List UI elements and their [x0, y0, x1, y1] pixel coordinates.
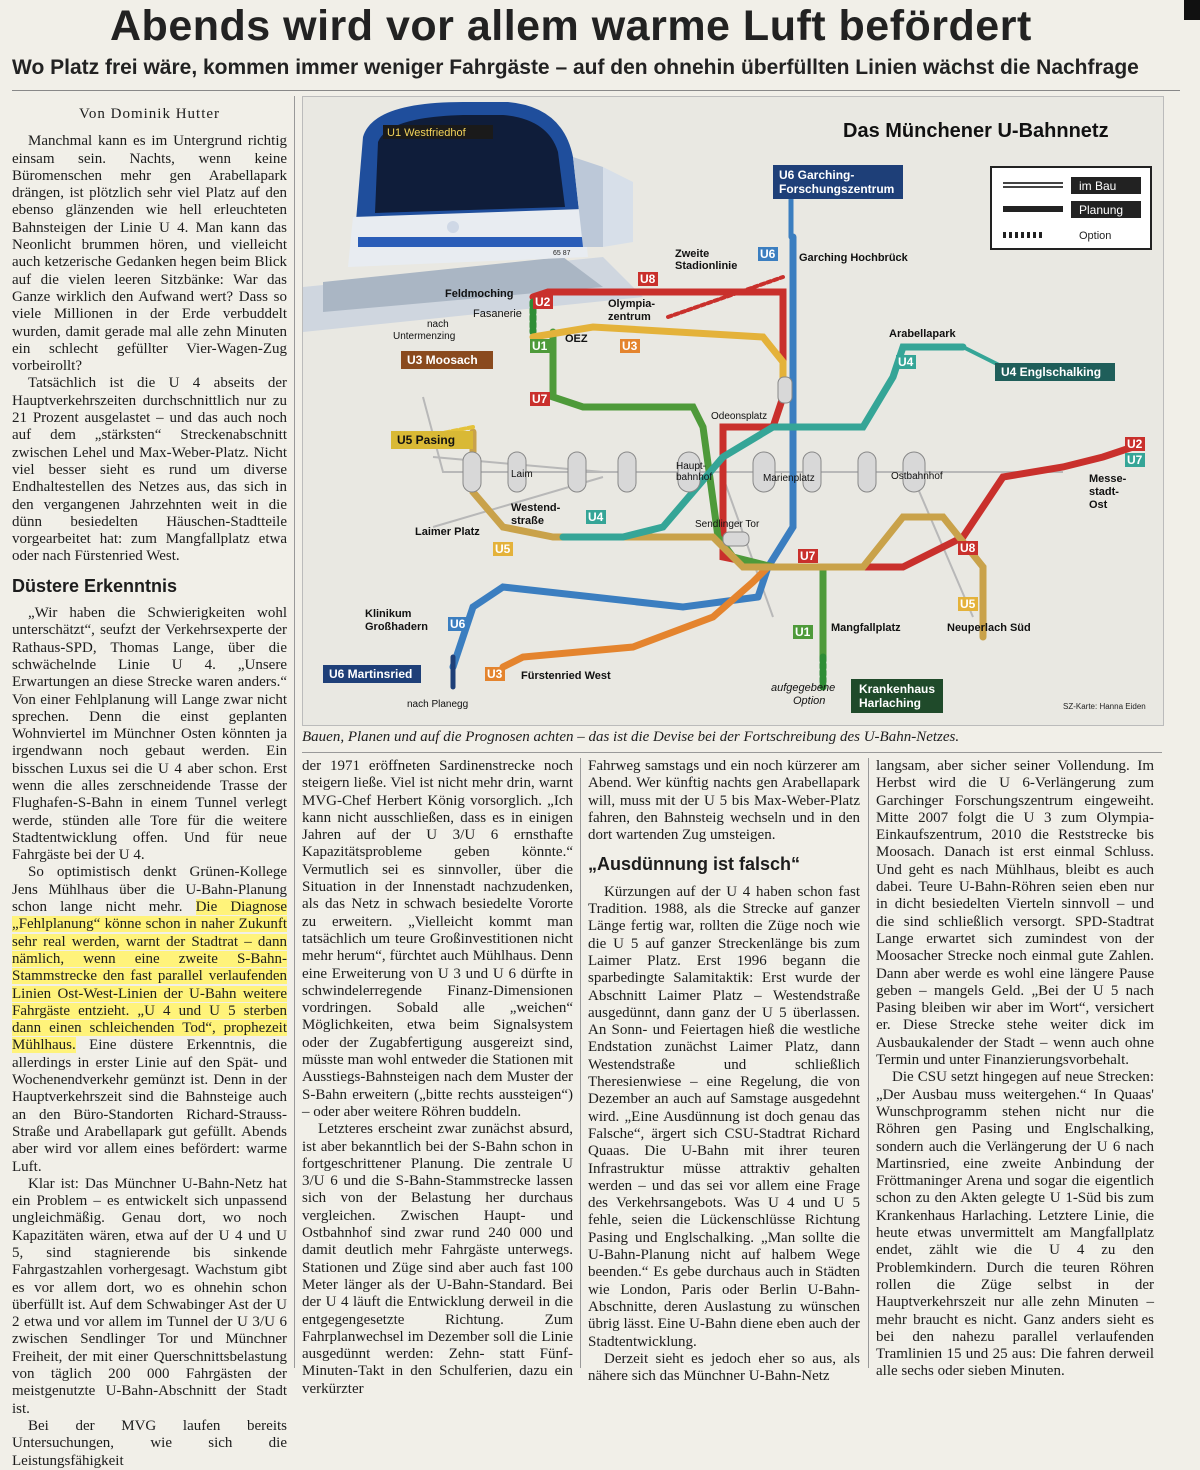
badge-u8-b: U8 [960, 541, 976, 555]
badge-u8: U8 [640, 272, 656, 286]
badge-u3: U3 [622, 339, 638, 353]
station-zweite: Zweite Stadionlinie [675, 248, 738, 272]
paragraph: „Wir haben die Schwierigkeiten wohl unterschätzt“, seufzt der Verkehrsexperte der Rathaus-SPD, Thomas Lange, über die schwächelnde Linie U 4. „Unsere Erwartungen an diese Strecke waren anders.“ Von einer Fehlplanung will Lange zwar nicht sprechen. Denn die einst geplanten Wohnviertel im Münchner Osten könnten ja irgendwann noch gebaut werden. Ein bisschen Luxus sei die U 4 aber schon. Erst wenn die alles zerschneidende Trasse der Flughafen-S-Bahn in einem Tunnel verlegt werde, stünden alle Tore für die weitere Stadtentwicklung offen. Und für neue Fahrgäste bei der U 4. [12, 605, 287, 864]
badge-u1: U1 [532, 339, 548, 353]
column-2 [302, 758, 573, 1398]
paragraph: Fahrweg samstags und ein noch kürzerer am Abend. Wer künftig nachts gen Arabellapark will, muss mit der U 5 bis Max-Weber-Platz fahren, den Bahnsteig wechseln und in den dort wartenden Zug umsteigen. [588, 758, 860, 844]
paragraph: langsam, aber sicher seiner Vollendung. Im Herbst wird die U 6-Verlängerung zum Garchinger Forschungszentrum eingeweiht. Mitte 2007 folgt die U 3 zum Olympia-Einkaufszentrum, 2010 die Reststrecke bis Moosach. Danach ist erst einmal Schluss. Und geht es nach Mühlhaus, bleibt es auch dabei. Teure U-Bahn-Röhren seien eben nur in dicht besiedelten Vierteln sinnvoll – und die sind schließlich versorgt. SPD-Stadtrat Lange erwartet sich zumindest von der Moosacher Strecke noch einmal gute Zahlen. Dann aber werde es wohl eine längere Pause geben – mangels Geld. „Bei der U 5 nach Pasing bleiben wir aber im Wort“, versichert er. Diese Strecke stehe weiter dick im Ausbaukalender der Stadt – wenn auch ohne Termin und unter Finanzierungsvorbehalt. [876, 758, 1154, 1069]
station-olympia: Olympia-zentrum [608, 298, 656, 323]
map-title: Das Münchener U-Bahnnetz [843, 120, 1109, 142]
badge-u6: U6 [760, 247, 776, 261]
column-3 [588, 758, 860, 1385]
station-neuperlach-sued: Neuperlach Süd [947, 622, 1031, 634]
station-laim: Laim [511, 469, 533, 480]
paragraph: Tatsächlich ist die U 4 abseits der Hauptverkehrszeiten durchschnittlich nur zu 21 Prozent ausgelastet – und das auch noch auf dem „stärksten“ Streckenabschnitt zwischen Lehel und Max-Weber-Platz. Nicht viel besser sieht es rund um diverse Endhaltestellen des Netzes aus, das sich in den vergangenen Jahrzehnten weit in die dünn besiedelten Häuschen-Stadtteile vorgearbeitet hat: zum Mangfallplatz etwa oder nach Fürstenried West. [12, 375, 287, 565]
badge-u7-b: U7 [800, 549, 816, 563]
legend-planned: Planung [1079, 203, 1124, 217]
station-untermenzing: nach Untermenzing [393, 319, 456, 342]
station-garching: Garching Hochbrück [799, 252, 908, 264]
map-caption: Bauen, Planen und auf die Prognosen achten – das ist die Devise bei der Fortschreibung des U-Bahn-Netzes. [302, 729, 960, 745]
station-feldmoching: Feldmoching [445, 288, 514, 300]
station-arabellapark: Arabellapark [889, 328, 956, 340]
station-marienplatz: Marienplatz [763, 473, 815, 484]
station-mangfallplatz: Mangfallplatz [831, 622, 901, 634]
badge-u4-b: U4 [588, 510, 604, 524]
abandoned-option: aufgegebene Option [771, 682, 836, 707]
station-grosshadern: Klinikum Großhadern [365, 608, 428, 633]
paragraph: Klar ist: Das Münchner U-Bahn-Netz hat ein Problem – es entwickelt sich unpassend ungleichmäßig. Genau dort, wo noch Kapazitäten wären, etwa auf der U 4 und U 5, sind stagnierende bis sinkende Fahrgastzahlen vorhergesagt. Wachstum gibt es vor allem dort, wo es ohnehin schon überfüllt ist. Auf dem Schwabinger Ast der U 2 etwa und vor allem im Tunnel der U 3/U 6 zwischen Sendlinger Tor und Münchner Freiheit, der mit einer Querschnittsbelastung von täglich 200 000 Fahrgästen der meistgenutzte U-Bahn-Abschnitt der Stadt ist. [12, 1175, 287, 1417]
paragraph: Die CSU setzt hingegen auf neue Strecken: „Der Ausbau muss weitergehen.“ In Quaas' Wunschprogramm stehen nicht nur die Röhren gen Pasing und Englschalking, sondern auch die Verlängerung der U 6 nach Martinsried, eine zweite Anbindung der Fröttmaninger Arena und sogar die eigentlich schon zu den Akten gelegte U 1-Süd bis zum Krankenhaus Harlaching. Letztere Linie, die heute etwas unvermittelt am Mangfallplatz endet, zählt wie die U 4 zu den Problemkindern. Durch die teuren Röhren rollen die Züge selbst in der Hauptverkehrszeit nur alle zehn Minuten – mehr braucht es nicht. Ganz anders sieht es bei den nahezu parallel verlaufenden Tramlinien 15 und 25 aus: Die fahren derweil alle sechs oder sieben Minuten. [876, 1069, 1154, 1380]
headline: Abends wird vor allem warme Luft befördert [110, 2, 1032, 50]
station-planegg: nach Planegg [407, 699, 469, 710]
badge-u5: U5 [495, 542, 511, 556]
line-u3-south [503, 567, 768, 667]
line-u8-option [668, 277, 783, 317]
text-span: Eine düstere Erkenntnis, die allerdings in erster Linie auf den Spät- und Wochenendverkehr gemünzt ist. Denn in der Hauptverkehrszeit sind die Bahnsteige auch an den Büro-Standorten Richard-Strauss-Straße und Arabellapark gut gefüllt. Abends aber wird vor allem eines befördert: warme Luft. [12, 1037, 287, 1175]
line-u6-south [453, 587, 758, 667]
caption-rule [302, 752, 1162, 753]
paragraph [12, 864, 287, 1175]
subheadline: Wo Platz frei wäre, kommen immer weniger Fahrgäste – auf den ohnehin überfüllten Linien wächst die Nachfrage [12, 56, 1139, 79]
badge-u7: U7 [532, 392, 548, 406]
terminal-u6-north: U6 Garching-Forschungszentrum [779, 168, 895, 196]
column-rule [294, 96, 295, 1368]
paragraph: Derzeit sieht es jedoch eher so aus, als nähere sich das Münchner U-Bahn-Netz [588, 1350, 860, 1385]
highlighted-passage: Die Diagnose „Fehlplanung“ könne schon in naher Zukunft sehr real werden, warnt der Stadtrat – dann nämlich, wenn eine zweite S-Bahn-Stammstrecke den fast parallel verlaufenden Linien Ost-West-Linien der U-Bahn weitere Fahrgäste entzieht. „U 4 und U 5 sterben dann einen schleichenden Tod“, prophezeit Mühlhaus. [12, 899, 287, 1054]
station-odeonsplatz: Odeonsplatz [711, 411, 768, 422]
paragraph: Bei der MVG laufen bereits Untersuchungen, wie sich die Leistungsfähigkeit [12, 1417, 287, 1469]
badge-u3-b: U3 [487, 667, 503, 681]
station-laimer-platz: Laimer Platz [415, 526, 480, 538]
station-messestadt: Messe-stadt-Ost [1089, 473, 1127, 511]
train-destination: U1 Westfriedhof [387, 127, 466, 139]
byline: Von Dominik Hutter [78, 106, 221, 122]
legend [991, 167, 1151, 249]
text-span: So optimistisch denkt Grünen-Kollege Jens Mühlhaus über die U-Bahn-Planung schon lange nicht mehr. [12, 864, 287, 916]
station-fuerstenried-west: Fürstenried West [521, 670, 611, 682]
station-ostbahnhof: Ostbahnhof [891, 471, 943, 482]
section-heading: „Ausdünnung ist falsch“ [588, 854, 801, 875]
paragraph: Manchmal kann es im Untergrund richtig einsam sein. Nachts, wenn keine Büromenschen mehr gen Arabellapark drängen, ist plötzlich sehr viel Platz auf den ebenso glänzenden wie hell erleuchteten Bahnsteigen der Linie U 4. Man kann das Neonlicht brummen hören, und vielleicht auch ketzerische Gedanken hegen beim Blick auf die vielen leeren Sitzbänke: War das Ganze wirklich den Aufwand wert? Dass so viele Millionen in der Erde verbuddelt wurden, damit gerade mal alle zehn Minuten ein schlecht gefüllter Vier-Wagen-Zug vorbeirollt? [12, 133, 287, 375]
train-number: 65 87 [553, 250, 571, 257]
column-4 [876, 758, 1154, 1381]
line-u4 [563, 347, 963, 537]
station-hauptbahnhof: Haupt-bahnhof [676, 461, 713, 483]
station-fasanerie: Fasanerie [473, 308, 522, 320]
badge-u7-c: U7 [1127, 453, 1143, 467]
station-westendstrasse: Westend-straße [511, 502, 561, 527]
column-1 [12, 96, 287, 1470]
paragraph: Letzteres erscheint zwar zunächst absurd, ist aber bekanntlich bei der S-Bahn schon in fortgeschrittener Planung. Die zentrale U 3/U 6 und die S-Bahn-Stammstrecke lassen sich von der Belastung her durchaus vergleichen. Zwischen Haupt- und Ostbahnhof sind zwar rund 240 000 und damit deutlich mehr Fahrgäste unterwegs. Stationen und Züge sind aber auch fast 100 Meter länger als der U-Bahn-Standard. Bei der U 4 läuft die Entwicklung derweil in die entgegengesetzte Richtung. Zum Fahrplanwechsel im Dezember soll die Linie ausgedünnt werden: Zehn- statt Fünf-Minuten-Takt in den Schulferien, dazu ein verkürzter [302, 1121, 573, 1397]
section-heading: Düstere Erkenntnis [12, 575, 178, 596]
paragraph: Kürzungen auf der U 4 haben schon fast Tradition. 1988, als die Strecke auf ganzer Länge fertig war, rollten die Züge noch wie die U 5 auf ganzer Streckenlänge bis zum Laimer Platz. Erst 1996 begann die sparbedingte Salamitaktik: Erst wurde der Abschnitt Laimer Platz – Westendstraße ausgedünnt, dann ganz der U 5 überlassen. An Sonn- und Feiertagen hieß die westliche Endstation zunächst Laimer Platz, dann Westendstraße und schließlich Theresienwiese – eine Regelung, die von Dezember an auch auf Samstage ausgedehnt wird. „Eine Ausdünnung ist doch genau das Falsche“, ärgert sich CSU-Stadtrat Richard Quaas. Die U-Bahn mit ihrer teuren Infrastruktur müsse attraktiv gehalten werden – und das sei vor allem eine Frage des Verkehrsangebots. Was U 4 und U 5 fehle, seien die Lückenschlüsse Richtung Pasing und Englschalking. „Man sollte die U-Bahn-Planung nicht auf halbem Wege beenden.“ Es gebe durchaus auch in Städten wie London, Paris oder Berlin U-Bahn-Abschnitte, deren Auslastung zu wünschen übrig lässt. Eine U-Bahn diene eben auch der Stadtentwicklung. [588, 883, 860, 1350]
badge-u6-b: U6 [450, 617, 466, 631]
badge-u2: U2 [535, 295, 551, 309]
terminal-u3-north: U3 Moosach [407, 353, 478, 367]
map-graphic [303, 97, 1163, 725]
badge-u4: U4 [898, 355, 914, 369]
column-rule [868, 758, 869, 1368]
corner-mark [1184, 0, 1200, 20]
badge-u1-b: U1 [795, 625, 811, 639]
map-credit: SZ-Karte: Hanna Eiden [1063, 702, 1146, 711]
u-bahn-map [302, 96, 1164, 726]
badge-u2-b: U2 [1127, 437, 1143, 451]
station-sendlinger-tor: Sendlinger Tor [695, 519, 760, 530]
terminal-u4-east: U4 Englschalking [1001, 365, 1102, 379]
column-rule [580, 758, 581, 1368]
legend-option: Option [1079, 230, 1112, 242]
terminal-u5-west: U5 Pasing [397, 433, 456, 447]
terminal-u6-south: U6 Martinsried [329, 667, 413, 681]
legend-built: im Bau [1079, 179, 1117, 193]
paragraph: der 1971 eröffneten Sardinenstrecke noch steigern ließe. Viel ist nicht mehr drin, warnt MVG-Chef Herbert König vorsorglich. „Ich kann nicht ausschließen, dass es in einigen Jahren auf der U 3/U 6 ernsthafte Kapazitätsprobleme geben könnte.“ Vermutlich sei es sinnvoller, über die Situation in der Innenstadt nachzudenken, als das Netz in schwach besiedelte Vororte zu erweitern. „Vielleicht kommt man tatsächlich um teure Großinvestitionen nicht mehr herum“, fürchtet auch Mühlhaus. Denn eine Erweiterung von U 3 und U 6 dürfte in schwindelerregende Finanz-Dimensionen vordringen. Sobald alle „weichen“ Möglichkeiten, etwa beim Signalsystem oder der Zugabfertigung ausgereizt sind, müsste man wohl entweder die Stationen mit Ausstiegs-Bahnsteigen nach dem Muster der S-Bahn erweitern („bitte rechts aussteigen“) – oder aber weitere Röhren buddeln. [302, 758, 573, 1120]
top-rule [12, 90, 1180, 91]
station-oez: OEZ [565, 333, 588, 345]
badge-u5-b: U5 [960, 597, 976, 611]
terminal-u1-south: Krankenhaus Harlaching [859, 682, 936, 710]
